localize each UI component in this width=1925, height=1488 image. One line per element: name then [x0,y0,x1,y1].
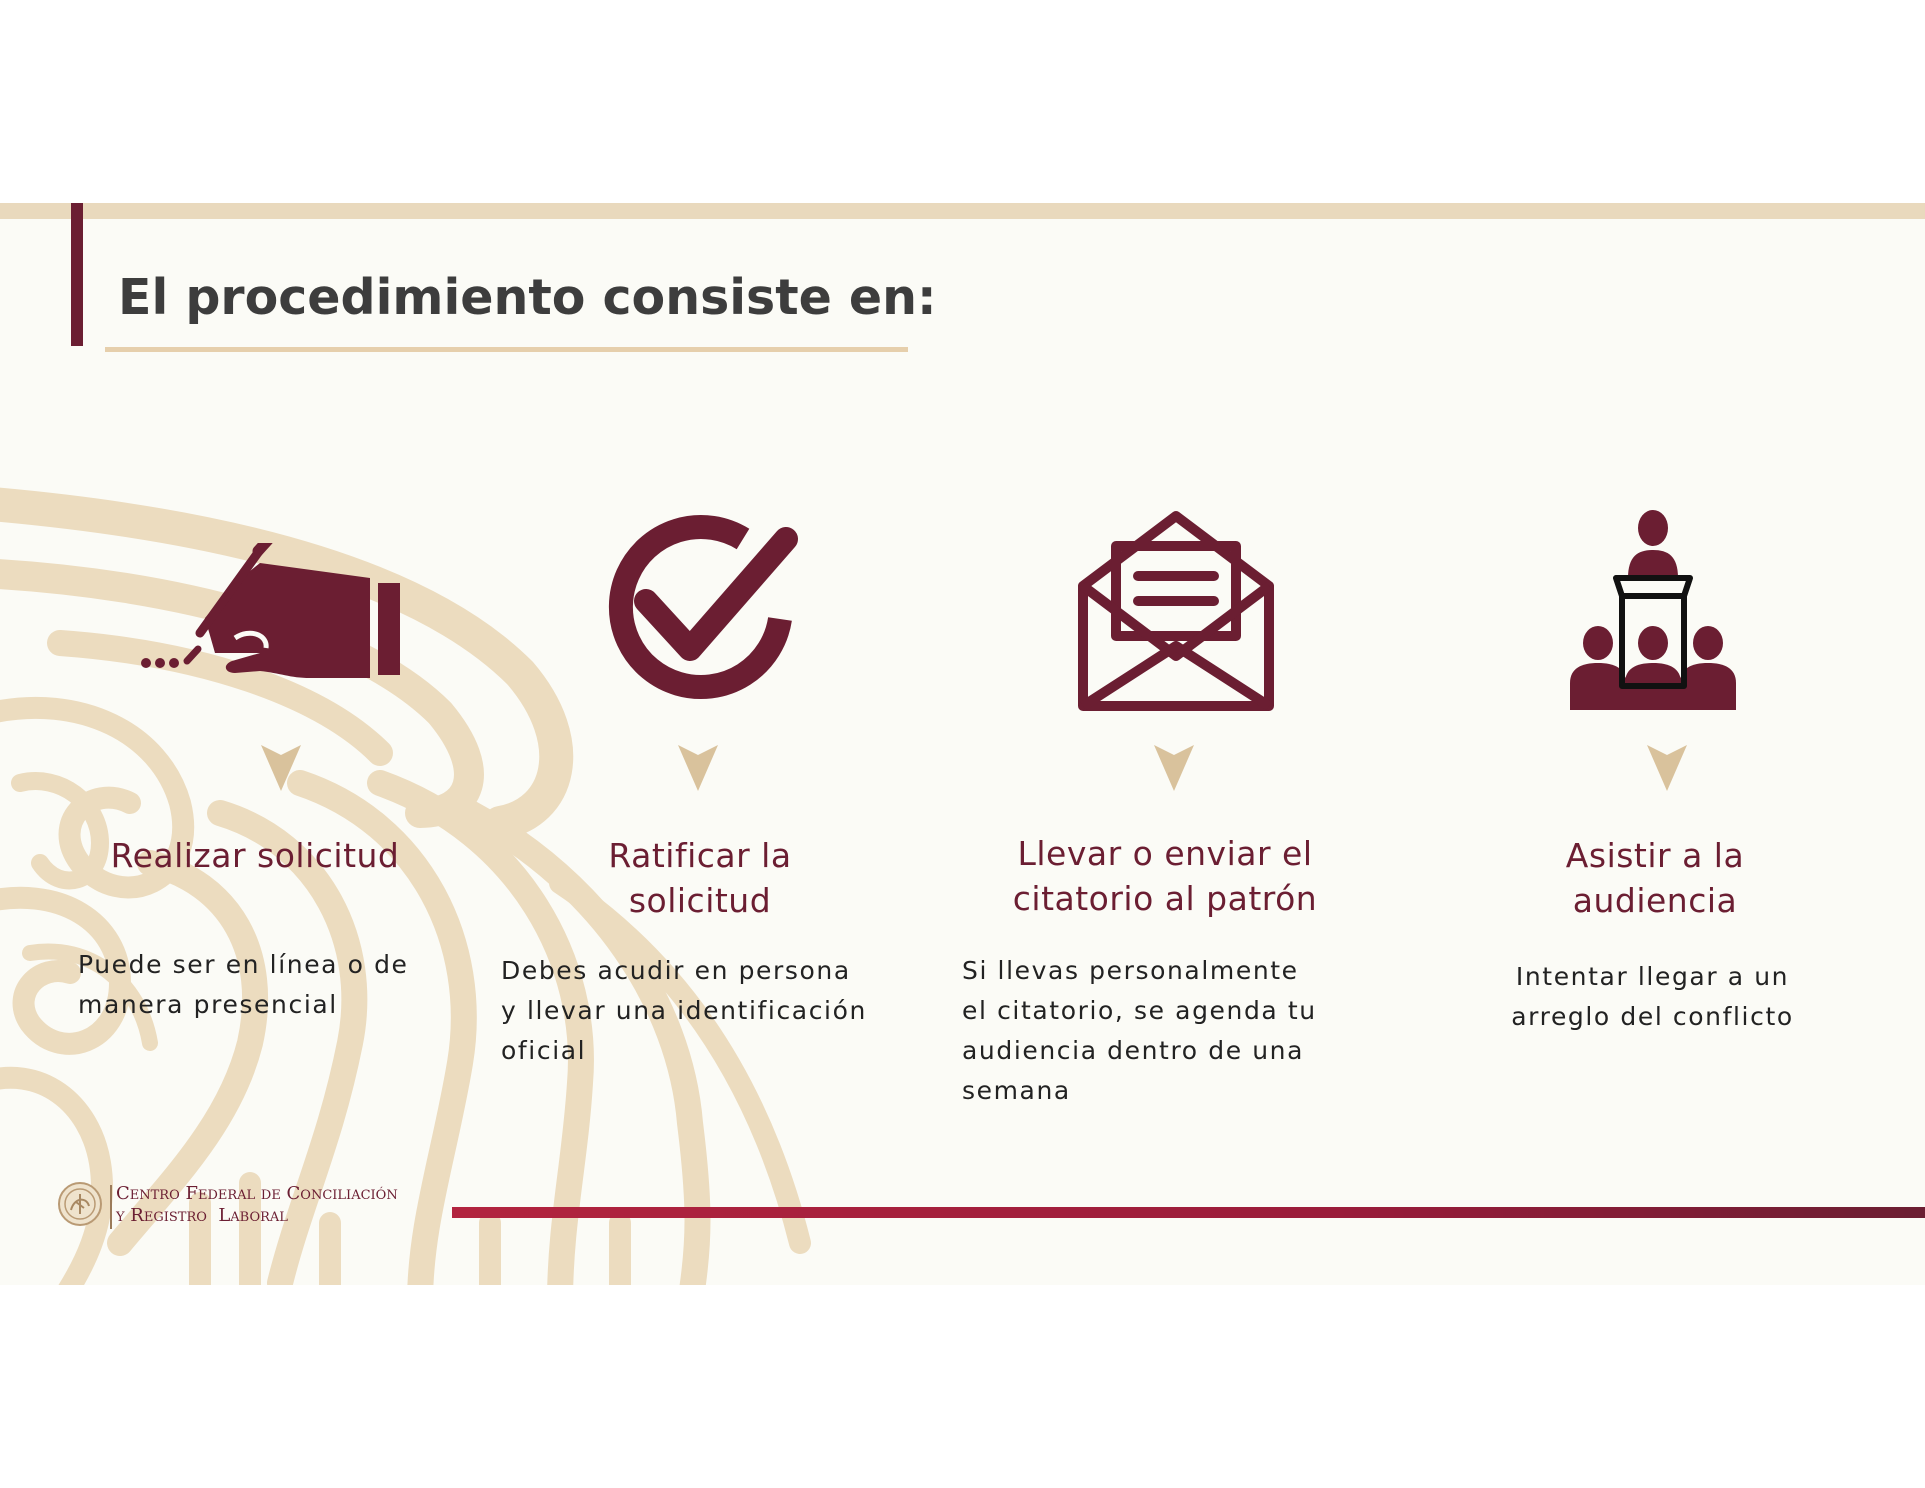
step-heading-line: audiencia [1572,881,1738,920]
down-arrow-icon [1154,743,1194,793]
organization-name [116,1183,398,1227]
title-underline [105,347,908,352]
step-description-line: el citatorio, se agenda tu [962,996,1317,1025]
checkmark-circle-icon [598,509,803,709]
footer-accent-line [452,1207,1925,1218]
step-description-line: arreglo del conflicto [1511,1002,1794,1031]
step-heading-line: Ratificar la [608,836,792,875]
down-arrow-icon [261,743,301,793]
open-envelope-icon [1078,511,1274,711]
down-arrow-icon [678,743,718,793]
hand-writing-icon [140,543,425,708]
step-description-line: y llevar una identificación [501,996,867,1025]
slide [0,203,1925,1285]
seal-logo-icon [56,1180,104,1228]
audience-podium-icon [1568,508,1738,710]
step-heading [530,833,870,923]
step-description-line: Intentar llegar a un [1515,962,1790,991]
step-heading-line: Asistir a la [1565,836,1745,875]
down-arrow-icon [1647,743,1687,793]
organization-name-line: Centro Federal de Conciliación [116,1183,398,1204]
step-description-line: oficial [501,1036,587,1065]
page-title: El procedimiento consiste en: [118,269,937,326]
step-description-line: audiencia dentro de una [962,1036,1305,1065]
organization-name-line: y Registro Laboral [116,1205,288,1226]
step-heading-line: solicitud [628,881,772,920]
step-description [501,951,886,1071]
title-accent-bar [71,203,83,346]
step-description-line: Puede ser en línea o de [78,950,409,979]
step-heading [1475,833,1835,923]
step-heading [970,831,1360,921]
logo-divider [110,1185,112,1229]
step-description-line: manera presencial [78,990,338,1019]
top-accent-band [0,203,1925,219]
step-description-line: semana [962,1076,1071,1105]
step-description [78,945,438,1025]
step-heading-line: Realizar solicitud [110,836,400,875]
step-description-line: Si llevas personalmente [962,956,1299,985]
step-description [1470,957,1835,1037]
step-heading-line: Llevar o enviar el [1017,834,1313,873]
step-description-line: Debes acudir en persona [501,956,851,985]
step-heading-line: citatorio al patrón [1012,879,1318,918]
step-description [962,951,1350,1111]
step-heading [70,833,440,878]
